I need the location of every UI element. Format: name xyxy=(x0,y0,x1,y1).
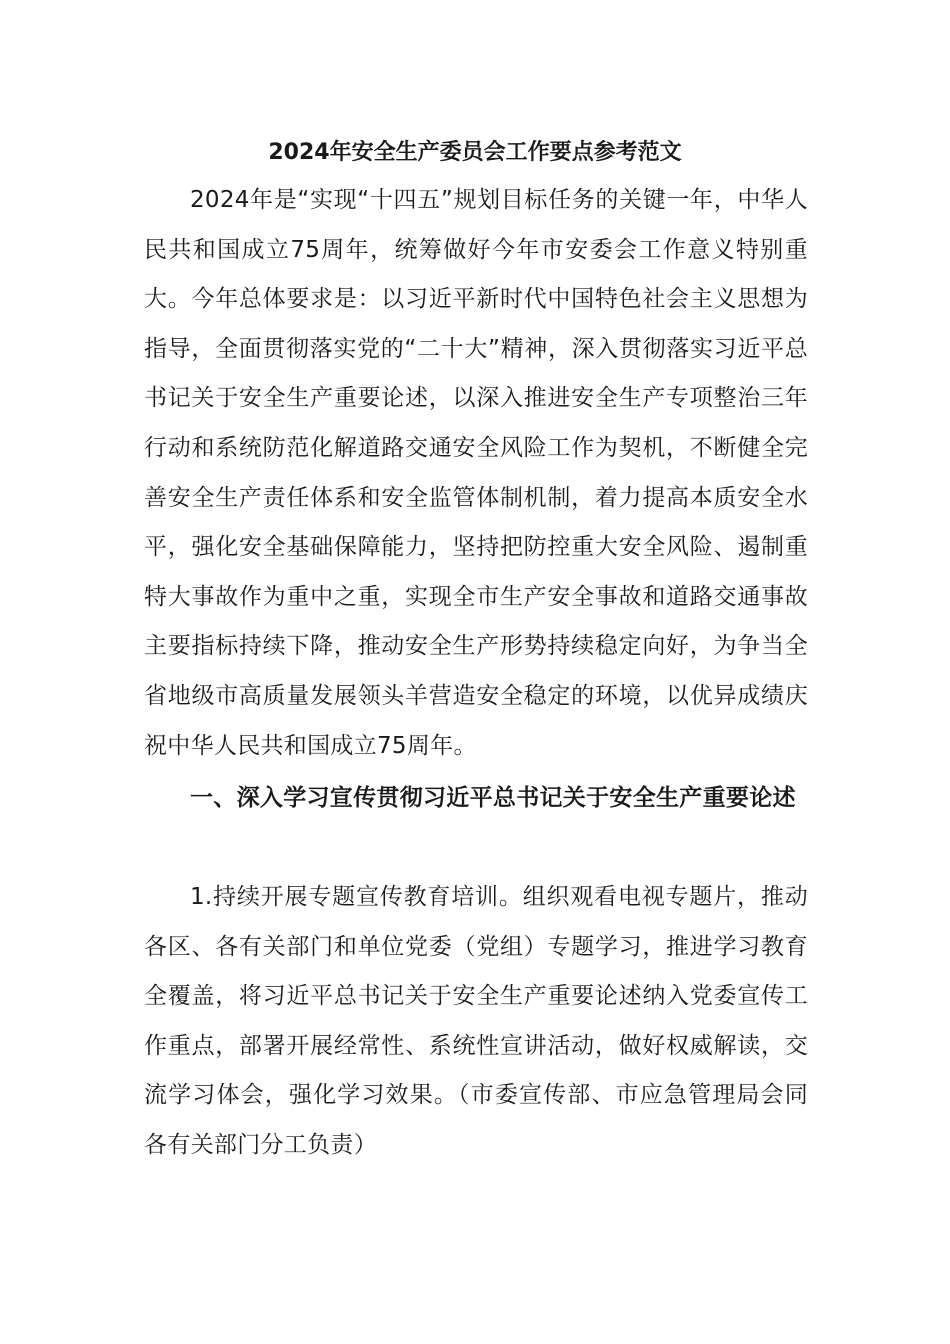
intro-paragraph: 2024年是“实现“十四五”规划目标任务的关键一年，中华人民共和国成立75周年，统筹做好今年市安委会工作意义特别重大。今年总体要求是：以习近平新时代中国特色社会主义思想为指导，全面贯彻落实党的“二十大”精神，深入贯彻落实习近平总书记关于安全生产重要论述，以深入推进安全生产专项整治三年行动和系统防范化解道路交通安全风险工作为契机，不断健全完善安全生产责任体系和安全监管体制机制，着力提高本质安全水平，强化安全基础保障能力，坚持把防控重大安全风险、遏制重特大事故作为重中之重，实现全市生产安全事故和道路交通事故主要指标持续下降，推动安全生产形势持续稳定向好，为争当全省地级市高质量发展领头羊营造安全稳定的环境，以优异成绩庆祝中华人民共和国成立75周年。 xyxy=(144,187,808,759)
document-title: 2024年安全生产委员会工作要点参考范文 xyxy=(268,140,682,165)
section-heading: 一、深入学习宣传贯彻习近平总书记关于安全生产重要论述 xyxy=(190,785,796,811)
item-paragraph: 1.持续开展专题宣传教育培训。组织观看电视专题片，推动各区、各有关部门和单位党委（党组）专题学习，推进学习教育全覆盖，将习近平总书记关于安全生产重要论述纳入党委宣传工作重点，部署开展经常性、系统性宣讲活动，做好权威解读，交流学习体会，强化学习效果。（市委宣传部、市应急管理局会同各有关部门分工负责） xyxy=(144,884,808,1158)
